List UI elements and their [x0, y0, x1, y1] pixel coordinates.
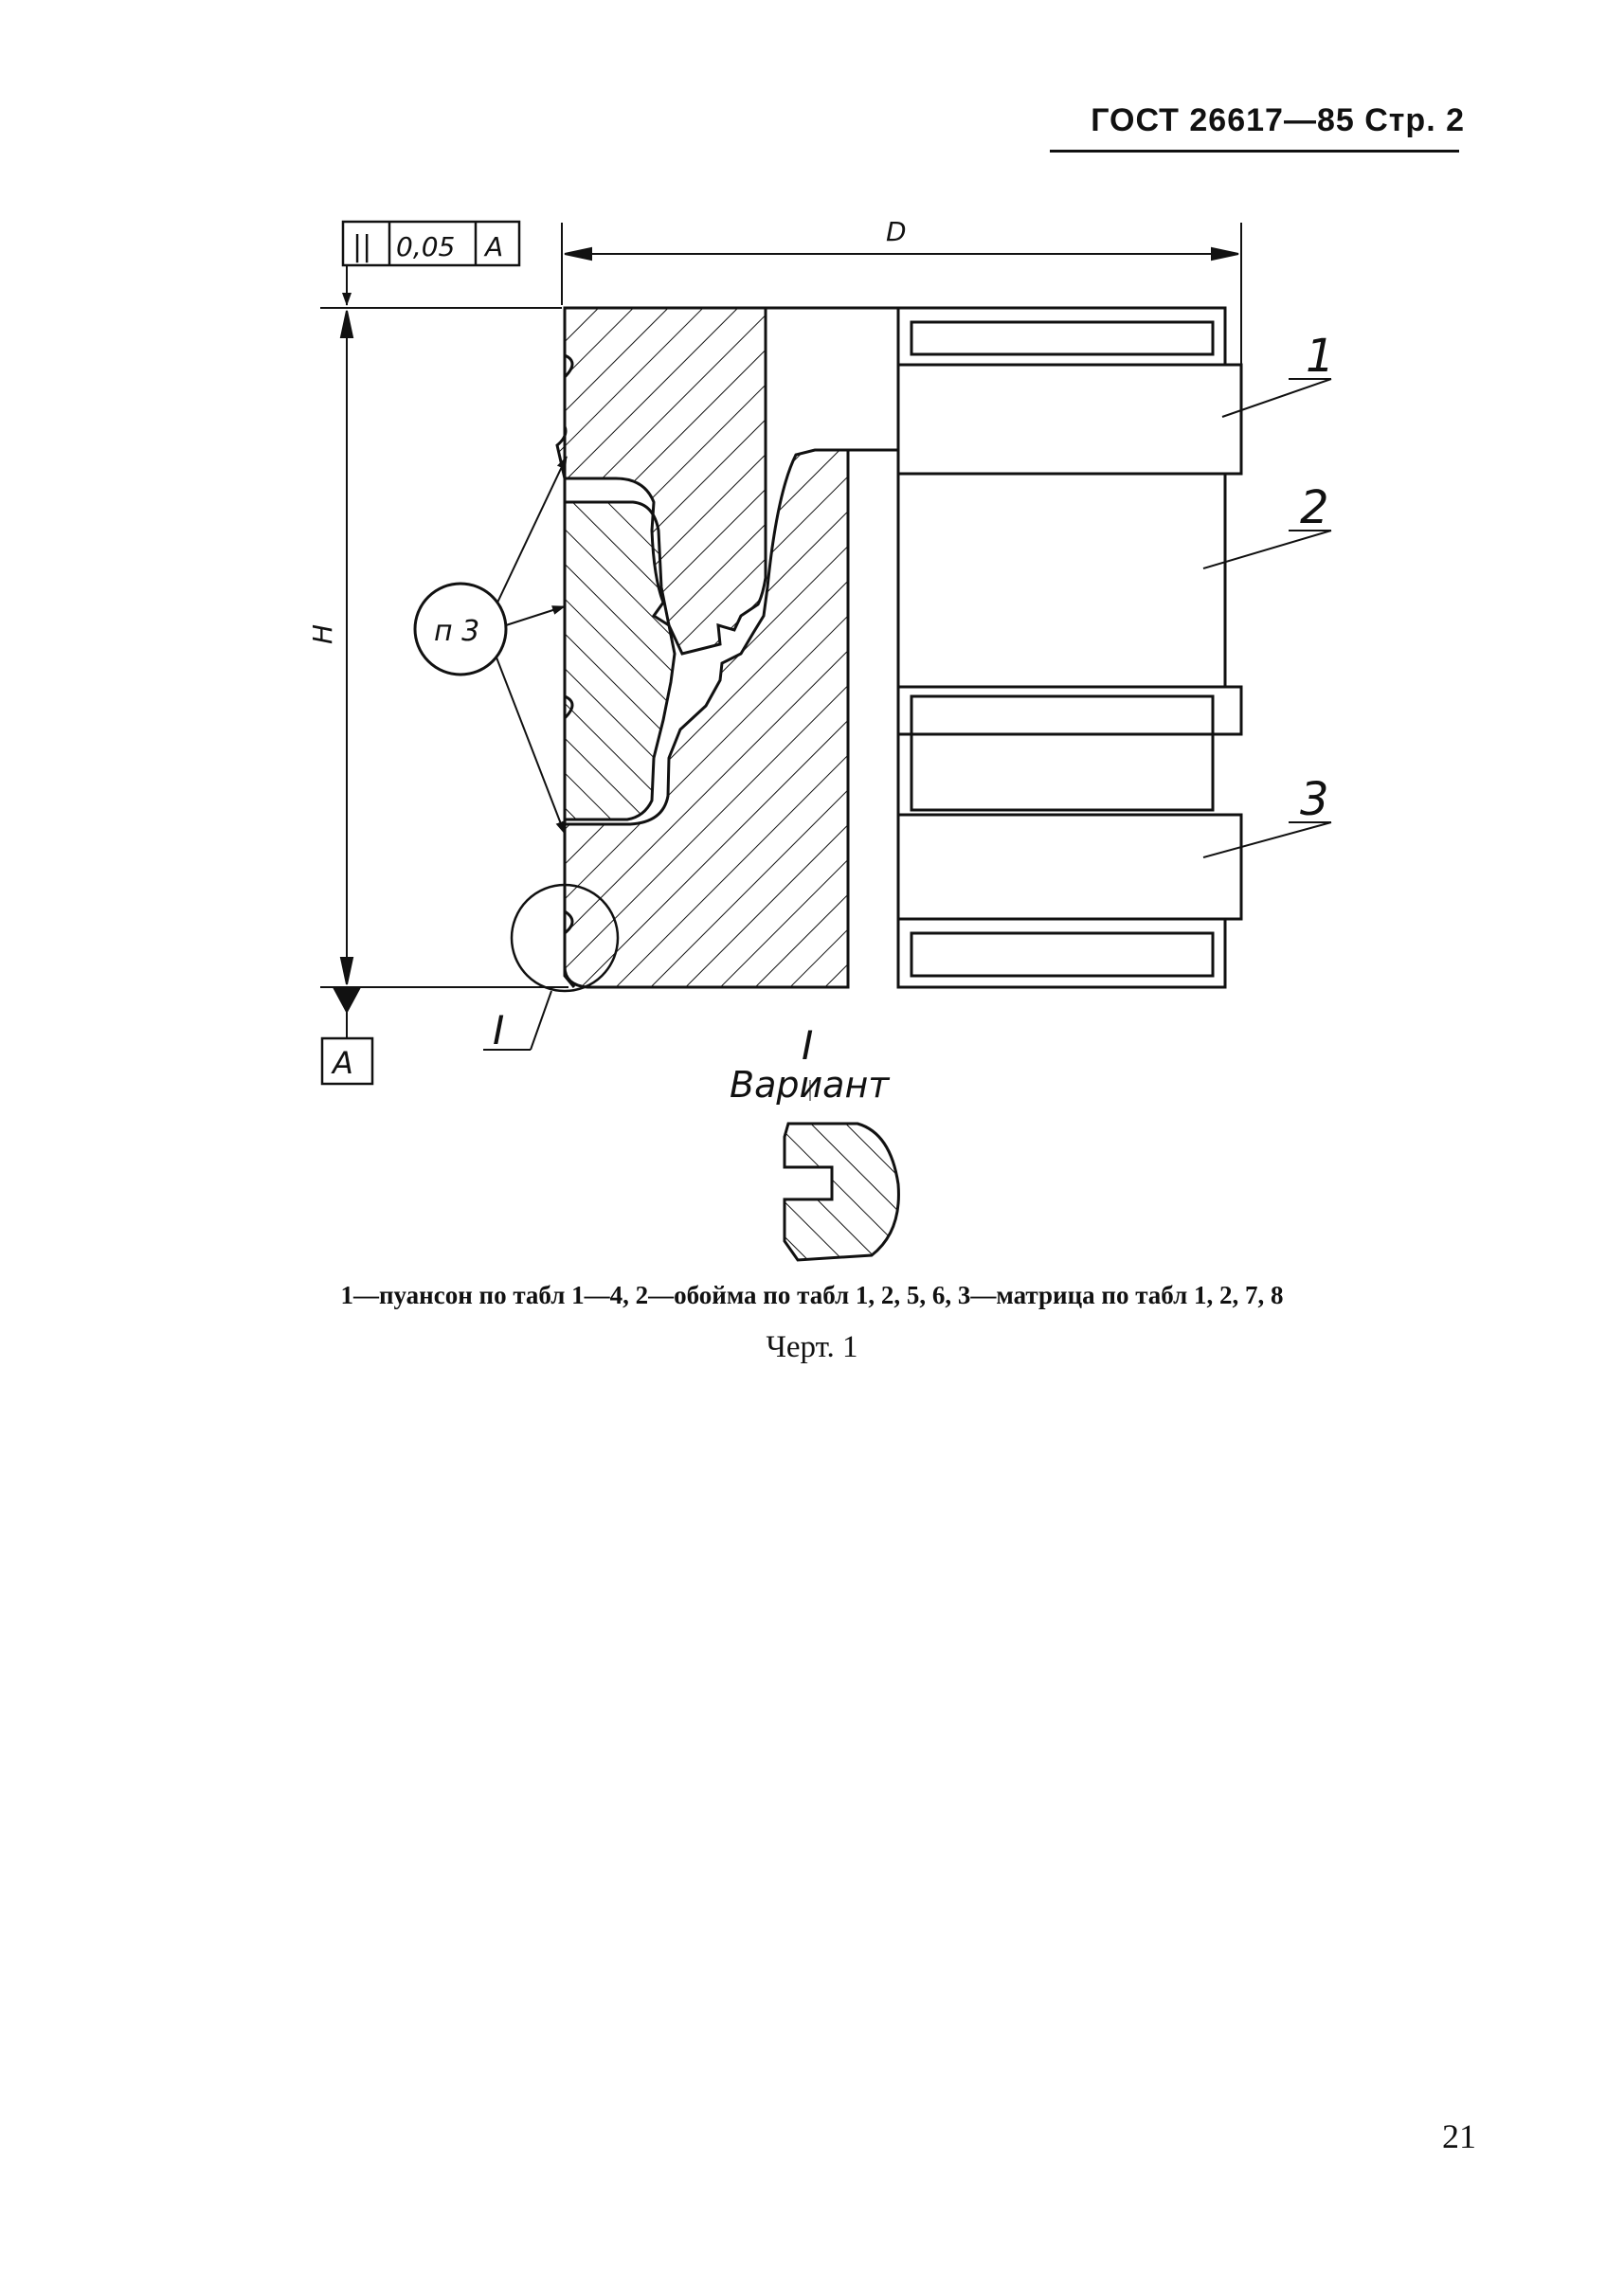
variant-detail	[785, 1124, 898, 1260]
detail-mark: I	[493, 1007, 505, 1053]
callout-2: 2	[1300, 481, 1329, 534]
holder-body	[565, 502, 675, 819]
note-circle-text: п 3	[434, 615, 480, 648]
figure-caption: 1—пуансон по табл 1—4, 2—обойма по табл 1, 2, 5, 6, 3—матрица по табл 1, 2, 7, 8	[340, 1281, 1284, 1309]
detail-title-mark: I	[802, 1022, 814, 1069]
standard-number: ГОСТ 26617—85	[1091, 102, 1355, 138]
outer-view	[898, 308, 1241, 987]
datum-a-label: А	[333, 1045, 353, 1081]
detail-title: Вариант	[730, 1064, 890, 1106]
page-reference: Стр. 2	[1364, 102, 1465, 138]
figure-label: Черт. 1	[766, 1330, 858, 1364]
callout-1: 1	[1306, 330, 1335, 383]
dim-h-label: H	[307, 623, 338, 644]
dim-d-label: D	[886, 216, 907, 247]
callout-3: 3	[1300, 773, 1329, 826]
tol-datum: А	[485, 231, 504, 262]
tol-value: 0,05	[396, 231, 456, 262]
tol-symbol: ||	[352, 230, 372, 263]
page-number: 21	[1442, 2117, 1476, 2155]
